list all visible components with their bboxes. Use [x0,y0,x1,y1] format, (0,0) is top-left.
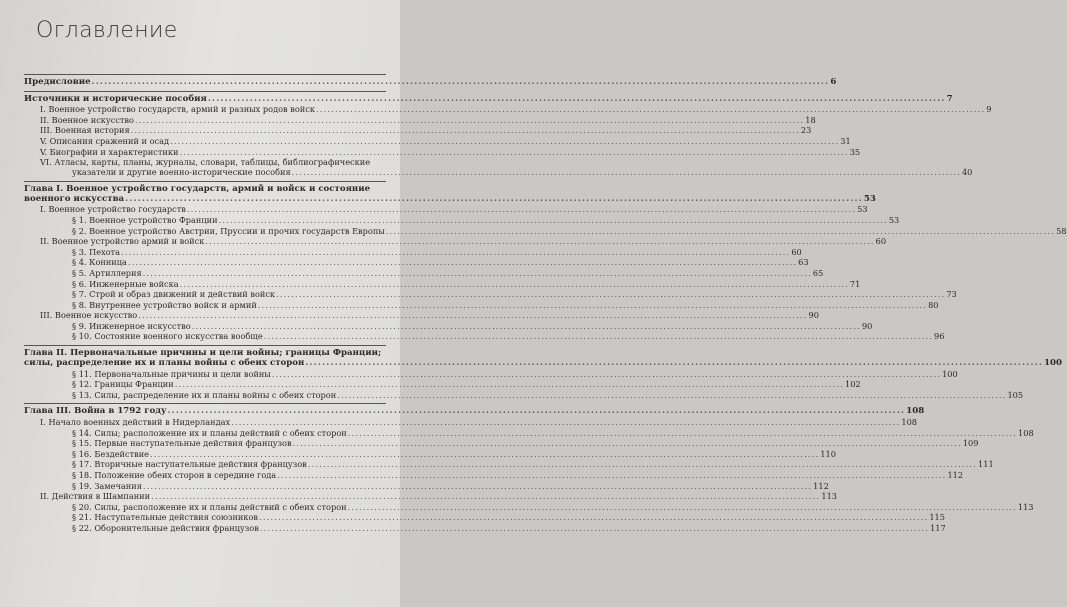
toc-entry-label: Источники и исторические пособия [24,93,207,104]
toc-entry[interactable] [24,368,958,380]
toc-entry-page: 108 [901,417,918,428]
toc-entry-label: I. Начало военных действий в Нидерландах [40,417,231,428]
toc-entry[interactable] [24,114,816,126]
toc-entry-label: I. Военное устройство государств [40,204,186,215]
toc-entry[interactable] [24,193,876,205]
toc-entry-page: 100 [942,368,958,379]
toc-entry-page: 100 [1044,358,1063,369]
toc-entry-line [24,348,386,358]
toc-entry-label: § 12. Границы Франции [72,379,174,390]
toc-entry-page: 18 [805,114,816,125]
toc-entry[interactable] [24,470,964,481]
toc-entry-label: § 11. Первоначальные причины и цели войны [72,368,271,379]
toc-section-preface [24,75,837,91]
toc-entry-page: 63 [798,257,809,268]
toc-entry[interactable] [24,236,887,247]
toc-entry-label: § 1. Военное устройство Франции [72,214,218,225]
toc-entry[interactable] [24,331,945,342]
toc-entry-page: 112 [813,480,829,491]
toc-entry[interactable] [24,512,945,523]
toc-entry-page: 73 [946,289,957,300]
toc-entry-page: 113 [821,491,838,502]
toc-section-chapter-1 [24,182,1067,345]
toc-entry-label: II. Действия в Шампании [40,491,151,502]
toc-section-chapter-3 [24,404,1034,536]
toc-entry-label: Предисловие [24,77,91,87]
toc-entry-label: V. Биографии и характеристики [40,146,179,157]
toc-entry-page: 7 [946,93,953,104]
toc-entry-line [24,157,386,167]
toc-entry[interactable] [24,146,861,158]
toc-entry-page: 117 [930,522,946,533]
toc-entry[interactable] [24,459,994,470]
toc-entry[interactable] [24,257,809,268]
toc-entry-label: § 16. Бездействие [72,448,150,459]
toc-entry-label: II. Военное искусство [40,114,134,125]
toc-entry-label: § 13. Силы, распределение их и планы войны с обеих сторон [72,389,337,400]
toc-entry[interactable] [24,320,873,332]
toc-entry-label: Глава I. Военное устройство государств, армий и войск и состояние [24,183,371,194]
toc-entry[interactable] [24,267,824,279]
toc-entry-label: III. Военное искусство [40,310,138,321]
toc-entry-label: § 4. Конница [72,257,127,268]
toc-entry-page: 105 [1007,389,1024,400]
toc-entry-label: V. Описания сражений и осад [40,135,170,146]
toc-entry-page: 6 [830,77,837,87]
toc-entry[interactable] [24,289,957,300]
toc-entry-page: 58 [1056,225,1067,236]
toc-entry-page: 102 [844,379,861,390]
toc-entry-label: военного искусства [24,193,125,204]
toc-entry-page: 90 [861,320,873,331]
toc-entry-page: 113 [1017,501,1034,512]
toc-entry-page: 80 [928,299,939,310]
toc-entry[interactable] [24,427,1034,439]
toc-entry-page: 96 [934,331,945,342]
toc-entry-label: § 19. Замечания [72,480,142,491]
toc-entry-label: § 9. Инженерное искусство [72,320,191,331]
toc-entry[interactable] [24,278,861,290]
toc-entry-page: 53 [888,214,900,225]
toc-entry[interactable] [24,204,868,215]
toc-entry[interactable] [24,104,992,115]
toc-entry-label: указатели и другие военно-исторические пособия [72,167,291,178]
toc-entry-label: § 6. Инженерные войска [72,278,179,289]
toc-entry[interactable] [24,299,939,311]
toc-entry-label: § 5. Артиллерия [72,267,142,278]
toc-entry-page: 65 [812,267,824,278]
toc-entry-page: 23 [800,125,812,136]
toc-entry[interactable] [24,522,946,534]
toc-entry[interactable] [24,438,979,449]
toc-entry-label: § 2. Военное устройство Австрии, Пруссии и прочих государств Европы [72,225,385,236]
toc-entry[interactable] [24,225,1067,237]
toc-entry-label: I. Военное устройство государств, армий и разных родов войск [40,104,315,115]
toc-entry-label: § 18. Положение обеих сторон в середине года [72,470,277,480]
toc-entry[interactable] [24,379,861,390]
toc-entry-label: § 20. Силы, расположение их и планы действий с обеих сторон [72,501,347,512]
toc-entry-page: 60 [875,236,887,247]
toc-entry[interactable] [24,167,973,178]
toc-entry-page: 71 [849,278,861,289]
toc-entry-page: 40 [961,167,973,178]
toc-entry-page: 53 [863,193,876,204]
toc-entry[interactable] [24,417,918,428]
toc-entry-page: 53 [857,204,868,215]
toc-entry[interactable] [24,358,1063,369]
toc-entry-label: § 7. Строй и образ движений и действий войск [72,289,276,300]
toc-entry[interactable] [24,125,812,136]
toc-entry[interactable] [24,214,900,226]
toc-entry-page: 111 [978,459,994,470]
toc-entry-page: 31 [840,135,851,146]
toc-entry-label: VI. Атласы, карты, планы, журналы, словари, таблицы, библиографические [40,157,371,168]
toc-entry-page: 112 [947,470,964,480]
toc-entry[interactable] [24,448,836,460]
toc-entry-label: § 15. Первые наступательные действия французов [72,438,292,449]
toc-entry-page: 108 [906,406,925,417]
toc-entry-page: 108 [1018,427,1034,438]
toc-section-chapter-2 [24,346,1063,403]
toc-entry-label: силы, распределение их и планы войны с обеих сторон [24,358,305,369]
toc-entry[interactable] [24,93,953,105]
toc-entry[interactable] [24,246,802,258]
toc-entry-label: § 21. Наступательные действия союзников [72,512,259,523]
toc-entry-label: Глава III. Война в 1792 году [24,406,167,417]
toc-entry-label: III. Военная история [40,125,130,136]
toc-entry[interactable] [24,77,837,88]
toc-entry-page: 110 [820,448,836,459]
toc-section-sources [24,92,992,181]
toc-entry-label: Глава II. Первоначальные причины и цели войны; границы Франции; [24,348,382,359]
toc-entry[interactable] [24,480,829,492]
page-title: Оглавление [36,18,178,43]
toc-entry-label: § 8. Внутреннее устройство войск и армий [72,299,257,310]
toc-entry-page: 9 [986,104,992,115]
toc-entry-page: 115 [929,512,945,523]
toc-entry[interactable] [24,135,851,147]
toc-entry[interactable] [24,491,838,502]
toc-entry[interactable] [24,310,819,321]
toc-entry[interactable] [24,389,1024,401]
table-of-contents [24,74,1067,537]
toc-entry-page: 60 [791,246,802,257]
toc-entry-label: II. Военное устройство армий и войск [40,236,205,247]
toc-entry-page: 35 [849,146,861,157]
toc-entry-label: § 14. Силы; расположение их и планы действий с обеих сторон [72,427,347,438]
toc-entry-label: § 22. Оборонительные действия французов [72,522,259,533]
toc-entry-page: 109 [962,438,979,449]
toc-entry-label: § 17. Вторичные наступательные действия французов [72,459,307,470]
toc-entry-label: § 3. Пехота [72,246,121,257]
toc-entry-label: § 10. Состояние военного искусства вообще [72,331,263,342]
toc-entry[interactable] [24,406,925,417]
toc-entry-line [24,184,386,194]
toc-entry[interactable] [24,501,1034,513]
toc-entry-page: 90 [808,310,819,321]
